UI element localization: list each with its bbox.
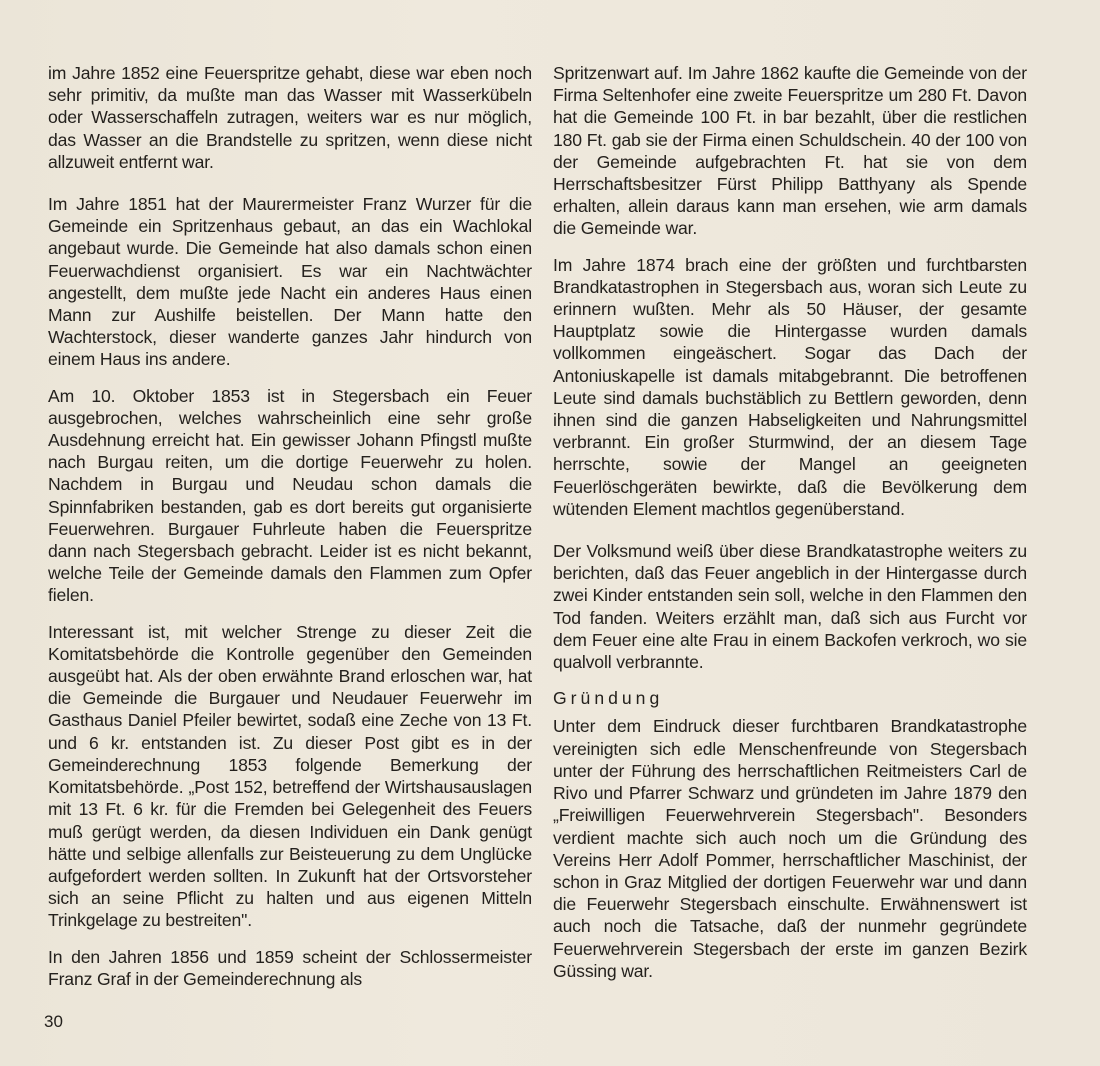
paragraph-komitatsbehoerde: Interessant ist, mit welcher Strenge zu dieser Zeit die Komitatsbehörde die Kontrolle gegenüber den Gemeinden ausgeübt hat. Als der oben erwähnte Brand erloschen war, hat die Gemeinde die Burgauer und Neudauer Feuerwehr im Gasthaus Daniel Pfeiler bewirtet, sodaß eine Zeche von 13 Ft. und 6 kr. entstanden ist. Zu dieser Post gibt es in der Gemeinderechnung 1853 folgende Bemerkung der Komitatsbehörde. „Post 152, betreffend der Wirtshausauslagen mit 13 Ft. 6 kr. für die Fremden bei Gelegenheit des Feuers muß gerügt werden, da diesen Individuen ein Dank genügt hätte und selbige allenfalls zur Beisteuerung zu dem Unglücke aufgefordert werden sollten. In Zukunft hat der Ortsvorsteher sich an seine Pflicht zu halten und aus eigenen Mitteln Trinkgelage zu bestreiten". [48, 621, 532, 931]
paragraph-fire-engine-1852: im Jahre 1852 eine Feuerspritze gehabt, diese war eben noch sehr primitiv, da mußte man das Wasser mit Wasserkübeln oder Wasserschaffeln zutragen, weiters war es nur möglich, das Wasser an die Brandstelle zu spritzen, wenn diese nicht allzuweit entfernt war. [48, 63, 532, 172]
paragraph-spritzenhaus-1851: Im Jahre 1851 hat der Maurermeister Franz Wurzer für die Gemeinde ein Spritzenhaus gebaut, an das ein Wachlokal angebaut wurde. Die Gemeinde hat also damals schon einen Feuerwachdienst organisiert. Es war ein Nachtwächter angestellt, dem mußte jede Nacht ein anderes Haus einen Mann zur Aushilfe beistellen. Der Mann hatte den Wachterstock, dieser wanderte ganzes Jahr hindurch von einem Haus ins andere. [48, 194, 532, 370]
paragraph-brandkatastrophe-1874: Im Jahre 1874 brach eine der größten und furchtbarsten Brandkatastrophen in Stegersbach aus, woran sich Leute zu erinnern wußten. Mehr als 50 Häuser, der gesamte Hauptplatz sowie die Hintergasse wurden damals vollkommen eingeäschert. Sogar das Dach der Antoniuskapelle ist damals mitabgebrannt. Die betroffenen Leute sind damals buchstäblich zu Bettlern geworden, denn ihnen sind die ganzen Habseligkeiten und Nahrungsmittel verbrannt. Ein großer Sturmwind, der an diesem Tage herrschte, sowie der Mangel an geeigneten Feuerlöschgeräten bewirkte, daß die Bevölkerung dem wütenden Element machtlos gegenüberstand. [553, 254, 1027, 519]
paragraph-volksmund: Der Volksmund weiß über diese Brandkatastrophe weiters zu berichten, daß das Feuer angeblich in der Hintergasse durch zwei Kinder entstanden sein soll, welche in den Flammen den Tod fanden. Weiters erzählt man, daß sich aus Furcht vor dem Feuer eine alte Frau in einem Backofen verkroch, wo sie qualvoll verbrannte. [553, 541, 1027, 673]
left-column [48, 62, 532, 1004]
paragraph-schlossermeister: In den Jahren 1856 und 1859 scheint der Schlossermeister Franz Graf in der Gemeinderechnung als [48, 946, 532, 989]
page-number: 30 [44, 1012, 63, 1031]
right-column [553, 62, 1027, 996]
paragraph-gruendung: Unter dem Eindruck dieser furchtbaren Brandkatastrophe vereinigten sich edle Menschenfreunde von Stegersbach unter der Führung des herrschaftlichen Reitmeisters Carl de Rivo und Pfarrer Schwarz und gründeten im Jahre 1879 den „Freiwilligen Feuerwehrverein Stegersbach". Besonders verdient machte sich auch noch um die Gründung des Vereins Herr Adolf Pommer, herrschaftlicher Maschinist, der schon in Graz Mitglied der dortigen Feuerwehr war und dann die Feuerwehr Stegersbach einschulte. Erwähnenswert ist auch noch die Tatsache, daß der nunmehr gegründete Feuerwehrverein Stegersbach der erste im ganzen Bezirk Güssing war. [553, 716, 1027, 981]
section-heading-gruendung: Gründung [553, 688, 664, 709]
paragraph-fire-1853: Am 10. Oktober 1853 ist in Stegersbach ein Feuer ausgebrochen, welches wahrscheinlich eine sehr große Ausdehnung erreicht hat. Ein gewisser Johann Pfingstl mußte nach Burgau reiten, um die dortige Feuerwehr zu holen. Nachdem in Burgau und Neudau schon damals die Spinnfabriken bestanden, gab es dort bereits gut organisierte Feuerwehren. Burgauer Fuhrleute haben die Feuerspritze dann nach Stegersbach gebracht. Leider ist es nicht bekannt, welche Teile der Gemeinde damals den Flammen zum Opfer fielen. [48, 385, 532, 606]
paragraph-spritzenwart: Spritzenwart auf. Im Jahre 1862 kaufte die Gemeinde von der Firma Seltenhofer eine zweite Feuerspritze um 280 Ft. Davon hat die Gemeinde 100 Ft. in bar bezahlt, über die restlichen 180 Ft. gab sie der Firma einen Schuldschein. 40 der 100 von der Gemeinde aufgebrachten Ft. hat sie von dem Herrschaftsbesitzer Fürst Philipp Batthyany als Spende erhalten, allein daraus kann man ersehen, wie arm damals die Gemeinde war. [553, 63, 1027, 239]
